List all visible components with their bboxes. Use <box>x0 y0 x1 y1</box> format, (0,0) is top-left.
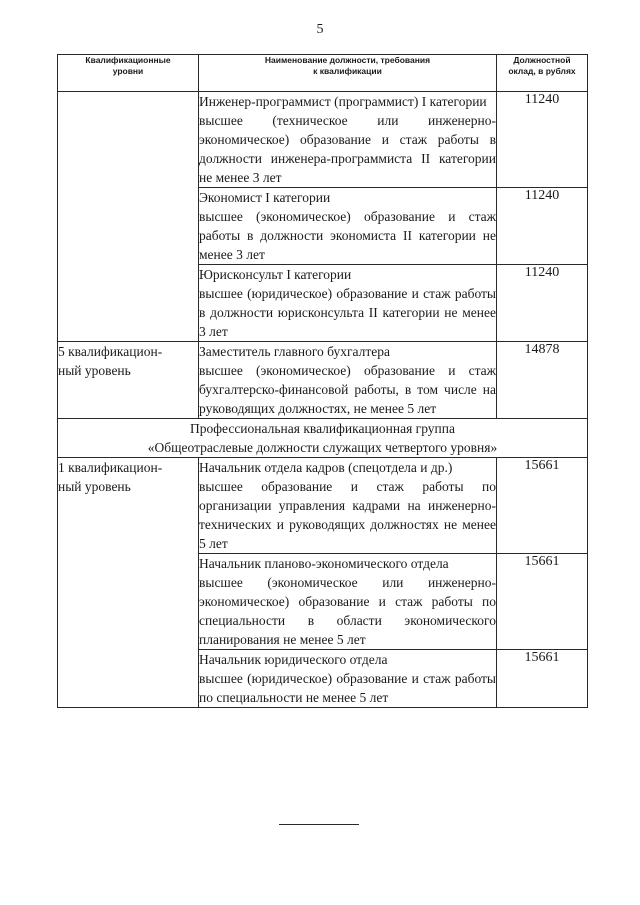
group-heading-row <box>58 419 588 458</box>
table-header-row <box>58 55 588 92</box>
position-cell <box>199 458 497 554</box>
position-requirement: высшее (юридическое) образование и стаж работы по специальности не менее 5 лет <box>199 671 496 705</box>
salary-cell: 15661 <box>497 458 588 554</box>
position-title: Начальник юридического отдела <box>199 652 388 667</box>
position-requirement: высшее (экономическое) образование и стаж работы в должности экономиста II категории не менее 3 лет <box>199 209 496 262</box>
salary-cell: 14878 <box>497 342 588 419</box>
table-row <box>58 458 588 554</box>
header-salary: Должностной оклад, в рублях <box>497 55 588 92</box>
position-cell <box>199 342 497 419</box>
salary-cell: 11240 <box>497 265 588 342</box>
position-title: Юрисконсульт I категории <box>199 267 352 282</box>
position-title: Заместитель главного бухгалтера <box>199 344 391 359</box>
salary-cell: 11240 <box>497 92 588 188</box>
qualification-level-cell: 5 квалификацион- ный уровень <box>58 342 199 419</box>
header-qualification-levels: Квалификационные уровни <box>58 55 199 92</box>
group-heading-line: «Общеотраслевые должности служащих четвертого уровня» <box>147 440 498 455</box>
position-cell <box>199 188 497 265</box>
group-heading-line: Профессиональная квалификационная группа <box>190 421 455 436</box>
salary-cell: 15661 <box>497 650 588 708</box>
table-row <box>58 342 588 419</box>
position-title: Экономист I категории <box>199 190 331 205</box>
qualification-level-cell: 1 квалификацион- ный уровень <box>58 458 199 708</box>
position-requirement: высшее (экономическое) образование и стаж бухгалтерско-финансовой работы, в том числе на руководящих должностях, не менее 5 лет <box>199 363 496 416</box>
position-cell <box>199 650 497 708</box>
position-title: Начальник планово-экономического отдела <box>199 556 449 571</box>
salary-cell: 11240 <box>497 188 588 265</box>
salary-cell: 15661 <box>497 554 588 650</box>
position-cell <box>199 554 497 650</box>
position-requirement: высшее (экономическое или инженерно-экономическое) образование и стаж работы по специальности в области экономического планирования не менее 5 лет <box>199 575 496 647</box>
qualification-salary-table <box>57 54 588 708</box>
header-position-requirements: Наименование должности, требования к квалификации <box>199 55 497 92</box>
position-requirement: высшее (юридическое) образование и стаж работы в должности юрисконсульта II категории не менее 3 лет <box>199 286 496 339</box>
position-cell <box>199 92 497 188</box>
footer-rule <box>279 824 359 825</box>
page-number: 5 <box>316 22 324 37</box>
position-cell <box>199 265 497 342</box>
position-title: Начальник отдела кадров (спецотдела и др.) <box>199 460 453 475</box>
position-title: Инженер-программист (программист) I категории <box>199 94 487 109</box>
position-requirement: высшее (техническое или инженерно-экономическое) образование и стаж работы в должности инженера-программиста II категории не менее 3 лет <box>199 113 496 185</box>
table-row <box>58 92 588 188</box>
professional-group-heading <box>58 419 588 458</box>
position-requirement: высшее образование и стаж работы по организации управления кадрами на инженерно-технических и руководящих должностях не менее 5 лет <box>199 479 496 551</box>
qualification-level-cell <box>58 92 199 342</box>
